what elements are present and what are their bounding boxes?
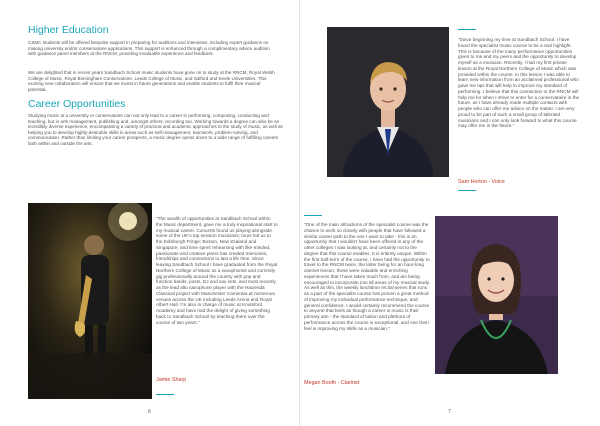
right-page [300, 0, 600, 426]
accent-rule-top [458, 29, 476, 30]
saxophonist-photo [28, 203, 152, 399]
career-opportunities-para: Studying music at a university or conservatoire can not only lead to a career in performing, composing, conducting and teaching, but in arts management, publishing and, amongst others, recording too. Working towards a degree can also be an incredibly diverse experience, encompassing a variety of practical and academic approaches to the study of music, as well as helping you to develop highly-desirable skills in areas such as self-management, teamwork, problem-solving, and communication. Rather than limiting your career prospects, a music degree opens doors to a wide range of fulfilling careers both within and outside the arts. [28, 113, 283, 146]
testimonial-quote: "The wealth of opportunities at Sandbach School within the Music department, gave me a truly inspirational start to my musical career. Concerts found us playing alongside some of the UK's top session musicians; tours led us to the Edinburgh Fringe; Boston, New Zealand and Singapore, and time spent rehearsing with like-minded, passionate and creative peers has created memories, friendships and connections to last a life time. Since leaving Sandbach School I have graduated from the Royal Northern College of Music as a saxophonist and currently gig professionally around the country with pop and function bands, posts, DJ and sax sets, and most recently as the lead alto saxophone player with the Hacienda Classical project with Manchester Camerata at numerous venues across the UK including Leeds Arena and Royal Albert Hall. I'm also in charge of music at Knutsford Academy and have had the delight of giving something back to Sandbach School by teaching there over the course of two years." [156, 216, 278, 325]
accent-rule-top-end [458, 190, 476, 191]
testimonial-bottom-name: Megan Booth - Clarinet [304, 380, 360, 386]
higher-education-heading: Higher Education [28, 24, 109, 36]
testimonial-top-name: Sam Horton - Voice [458, 179, 505, 185]
higher-education-para-1: CSMC students will be offered bespoke support in preparing for auditions and interviews, including expert guidance on making university and/or conservatoire applications. This support is enhanced through a complimentary advice audition with guidance panel members at the RNCM, providing invaluable experience and feedback. [28, 40, 270, 57]
page-number: 6 [148, 409, 151, 415]
testimonial-top-quote: "Since beginning my time at Sandbach School, I have found the specialist music course to be a real highlight. This is because of the many performance opportunities given to me and my peers and the opportunity to develop myself as a musician. Recently, I had my first private lesson at the Royal Northern College of Music which was provided within the course. In this lesson I was able to learn new information from an acclaimed professional who gave me tips that will help to improve my standard of performing. I believe that this connection to the RNCM will help me for when I strive to enter for a conservatoire in the future, as I have already made multiple contacts with people who can offer me advice on the matter. I am very proud to be part of such a small group of talented musicians and I can only look forward to what this course may offer me in the future." [458, 37, 580, 129]
megan-booth-photo [435, 216, 558, 374]
testimonial-bottom-quote: "One of the main attractions of the specialist course was the chance to work so closely with people that have followed a similar career path to the one I want to take - this is an opportunity that I wouldn't have been offered in any of the other colleges I was looking at, and certainly not to the degree that this course enables. It is entirely unique. Within the first half-term of the course, I have had the opportunity to travel to the RNCM twice, the latter being for an hour-long clarinet lesson; these were valuable and enriching experiences that I have taken much from, and am being encouraged to incorporate into all areas of my musical study. As well as this, the weekly lunchtime recital series that runs as a part of the specialist course has proven a great method of improving my individual performance technique, and general confidence. I would certainly recommend the course to anyone that feels as though a career in music is their primary aim - the standard of tuition and plethora of performance across the course is exceptional, and one that I feel is improving my skills as a musician." [304, 222, 431, 331]
page-number-right: 7 [448, 409, 451, 415]
higher-education-para-2: We are delighted that in recent years Sandbach School music students have gone on to study at the RNCM, Royal Welsh College of Music, Royal Birmingham Conservatoire, Leeds College of Music, and Salford and Keele Universities. This exciting new collaboration will ensure that we invest in future generations and enable students to fulfil their musical potential. [28, 70, 275, 92]
accent-rule [156, 394, 174, 395]
career-opportunities-heading: Career Opportunities [28, 98, 126, 110]
sam-horton-photo [327, 27, 449, 177]
accent-rule-bottom [304, 215, 322, 216]
testimonial-name: Jamie Sharp [156, 377, 187, 383]
